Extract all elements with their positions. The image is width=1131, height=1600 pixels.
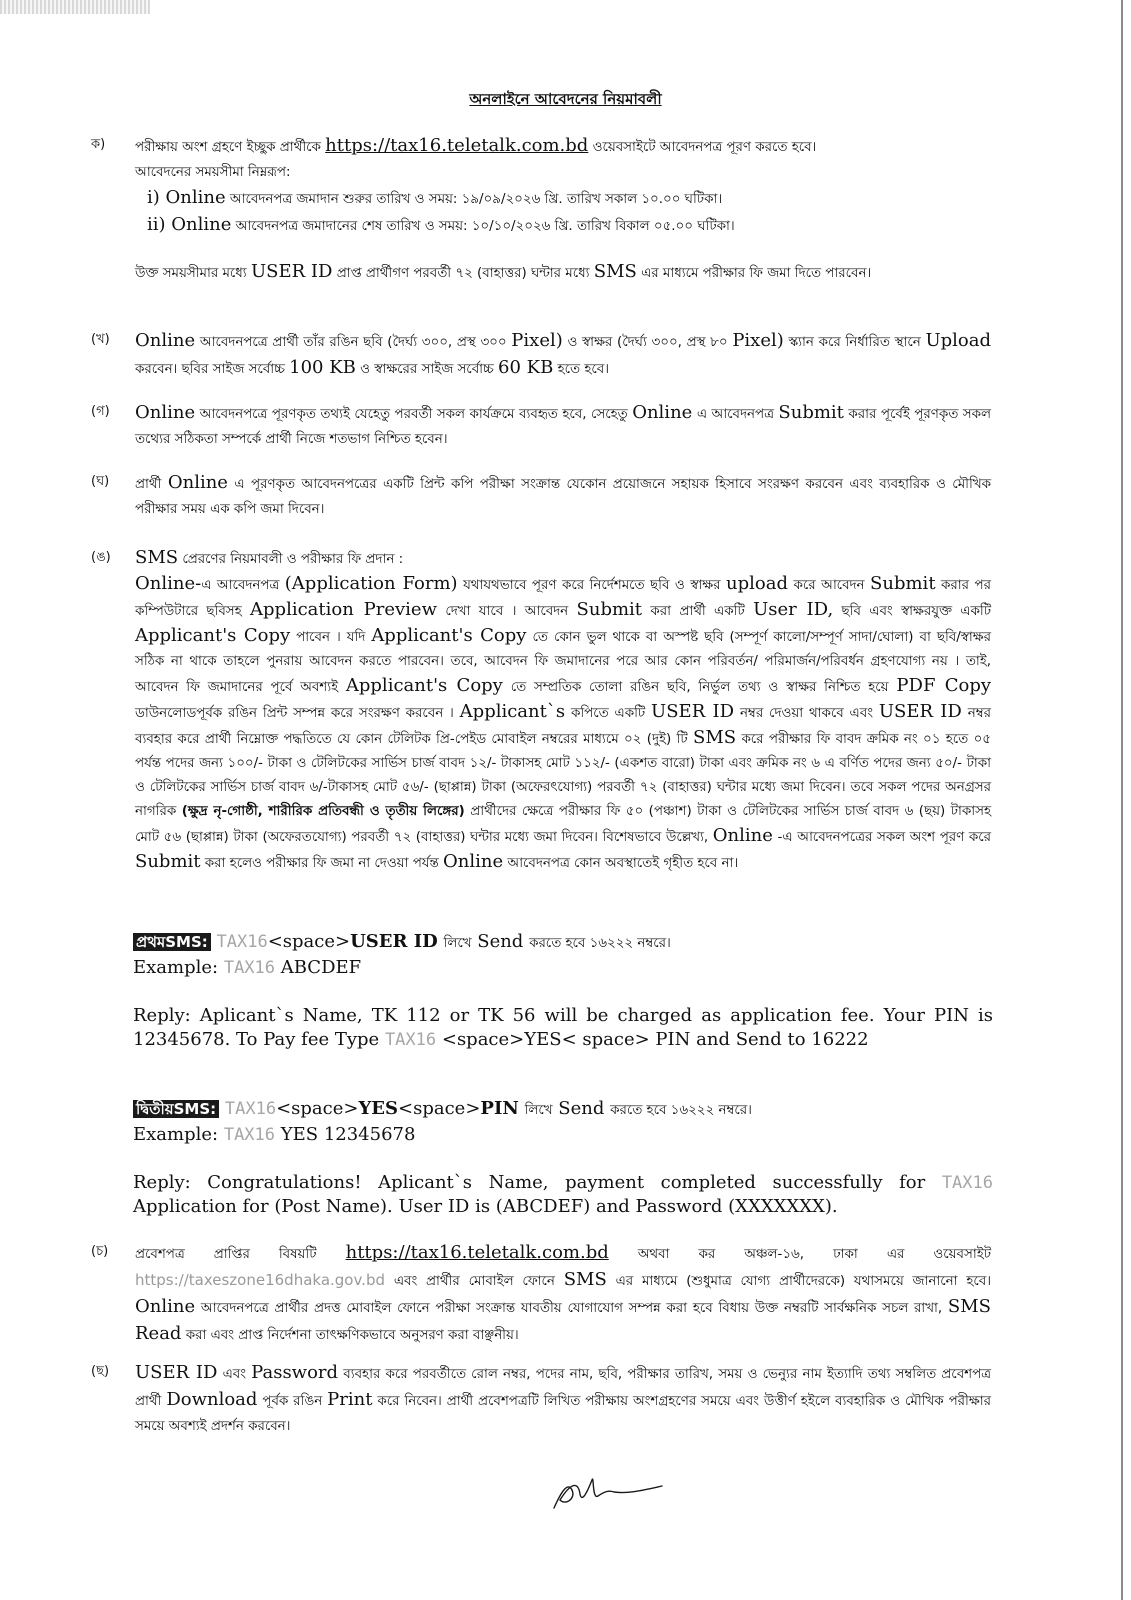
taxes-zone-url-link[interactable]: https://taxeszone16dhaka.gov.bd: [135, 1271, 385, 1289]
first-sms-tag: প্রথমSMS:: [133, 933, 211, 951]
scan-artifact: [0, 0, 150, 14]
page-title: অনলাইনে আবেদনের নিয়মাবলী: [469, 90, 662, 108]
section-kha: (খ) Online আবেদনপত্রে প্রার্থী তাঁর রঙিন ছবি (দৈর্ঘ্য ৩০০, প্রস্থ ৩০০ Pixel) ও স্বাক্ষর (দৈর্ঘ্য ৩০০, প্রস্থ ৮০ Pixel) স্ক্যান করে নির্ধারিত স্থানে Upload করবেন। ছবির সাইজ সর্বোচ্চ 100 KB ও স্বাক্ষরের সাইজ সর্বোচ্চ 60 KB হতে হবে।: [91, 330, 991, 378]
section-label: (খ): [91, 332, 110, 347]
second-sms-tag: দ্বিতীয়SMS:: [133, 1100, 219, 1118]
first-sms-block: প্রথমSMS: TAX16<space>USER ID লিখে Send করতে হবে ১৬২২২ নম্বরে। Example: TAX16 ABCDEF Reply: Aplicant`s Name, TK 112 or TK 56 will be charged as application fee. Your PIN is 12345678. To Pay fee Type TAX16 <space>YES< space> PIN and Send to 16222: [133, 931, 993, 1050]
section-label: (গ): [91, 404, 110, 419]
section-label: (ছ): [91, 1364, 110, 1379]
section-ka: ক) পরীক্ষায় অংশ গ্রহণে ইচ্ছুক প্রার্থীকে https://tax16.teletalk.com.bd ওয়েবসাইটে আবেদনপত্র পূরণ করতে হবে। আবেদনের সময়সীমা নিম্নরূপ: i) Online আবেদনপত্র জমাদান শুরুর তারিখ ও সময়: ১৯/০৯/২০২৬ খ্রি. তারিখ সকাল ১০.০০ ঘটিকা। ii) Online আবেদনপত্র জমাদানের শেষ তারিখ ও সময়: ১০/১০/২০২৬ খ্রি. তারিখ বিকাল ০৫.০০ ঘটিকা। উক্ত সময়সীমার মধ্যে USER ID প্রাপ্ত প্রার্থীগণ পরবর্তী ৭২ (বাহাত্তর) ঘন্টার মধ্যে SMS এর মাধ্যমে পরীক্ষার ফি জমা দিতে পারবেন।: [91, 135, 872, 282]
section-gha: (ঘ) প্রার্থী Online এ পূরণকৃত আবেদনপত্রের একটি প্রিন্ট কপি পরীক্ষা সংক্রান্ত যেকোন প্রয়োজনে সহায়ক হিসাবে সংরক্ষণ করবেন এবং ব্যবহারিক ও মৌখিক পরীক্ষার সময় এক কপি জমা দিবেন।: [91, 472, 991, 517]
section-ga: (গ) Online আবেদনপত্রে পূরণকৃত তথ্যই যেহেতু পরবর্তী সকল কার্যক্রমে ব্যবহৃত হবে, সেহেতু Online এ আবেদনপত্র Submit করার পূর্বেই পূরণকৃত সকল তথ্যের সঠিকতা সম্পর্কে প্রার্থী নিজে শতভাগ নিশ্চিত হবেন।: [91, 402, 991, 447]
section-label: (ঙ): [91, 550, 111, 565]
section-label: (ঘ): [91, 474, 110, 489]
signature-icon: [548, 1460, 668, 1520]
section-chha: (ছ) USER ID এবং Password ব্যবহার করে পরবর্তীতে রোল নম্বর, পদের নাম, ছবি, পরীক্ষার তারিখ, সময় ও ভেন্যুর নাম ইত্যাদি তথ্য সম্বলিত প্রবেশপত্র প্রার্থী Download পূর্বক রঙিন Print করে নিবেন। প্রার্থী প্রবেশপত্রটি লিখিত পরীক্ষায় অংশগ্রহণের সময়ে এবং উত্তীর্ণ হইলে ব্যবহারিক ও মৌখিক পরীক্ষার সময়ে অবশ্যই প্রদর্শন করবেন।: [91, 1362, 991, 1434]
section-label: (চ): [91, 1244, 109, 1259]
scan-edge-line: [1121, 0, 1123, 1600]
application-url-link[interactable]: https://tax16.teletalk.com.bd: [325, 135, 589, 156]
admit-card-url-link[interactable]: https://tax16.teletalk.com.bd: [345, 1242, 609, 1263]
section-cha: (চ) প্রবেশপত্র প্রাপ্তির বিষয়টি https://tax16.teletalk.com.bd অথবা কর অঞ্চল-১৬, ঢাকা এর ওয়েবসাইট https://taxeszone16dhaka.gov.bd এবং প্রার্থীর মোবাইল ফোনে SMS এর মাধ্যমে (শুধুমাত্র যোগ্য প্রার্থীদেরকে) যথাসময়ে জানানো হবে। Online আবেদনপত্রে প্রার্থীর প্রদত্ত মোবাইল ফোনে পরীক্ষা সংক্রান্ত যাবতীয় যোগাযোগ সম্পন্ন করা হবে বিধায় উক্ত নম্বরটি সার্বক্ষনিক সচল রাখা, SMS Read করা এবং প্রাপ্ত নির্দেশনা তাৎক্ষণিকভাবে অনুসরণ করা বাঞ্ছনীয়।: [91, 1242, 991, 1344]
second-sms-block: দ্বিতীয়SMS: TAX16<space>YES<space>PIN লিখে Send করতে হবে ১৬২২২ নম্বরে। Example: TAX16 YES 12345678 Reply: Congratulations! Aplicant`s Name, payment completed successfully for TAX16 Application for (Post Name). User ID is (ABCDEF) and Password (XXXXXXX).: [133, 1098, 993, 1217]
section-label: ক): [91, 137, 106, 152]
section-nga: (ঙ) SMS প্রেরণের নিয়মাবলী ও পরীক্ষার ফি প্রদান : Online-এ আবেদনপত্র (Application Form) যথাযথভাবে পূরণ করে নির্দেশমতে ছবি ও স্বাক্ষর upload করে আবেদন Submit করার পর কম্পিউটারে ছবিসহ Application Preview দেখা যাবে । আবেদন Submit করা প্রার্থী একটি User ID, ছবি এবং স্বাক্ষরযুক্ত একটি Applicant's Copy পাবেন । যদি Applicant's Copy তে কোন ভুল থাকে বা অস্পষ্ট ছবি (সম্পূর্ণ কালো/সম্পূর্ণ সাদা/ঘোলা) বা ছবি/স্বাক্ষর সঠিক না থাকে তাহলে পুনরায় আবেদন করতে পারবেন। তবে, আবেদন ফি জমাদানের পরে আর কোন পরিবর্তন/ পরিমার্জন/পরিবর্ধন গ্রহণযোগ্য নয় । তাই, আবেদন ফি জমাদানের পূর্বে অবশ্যই Applicant's Copy তে সম্প্রতিক তোলা রঙিন ছবি, নির্ভুল তথ্য ও স্বাক্ষর নিশ্চিত হয়ে PDF Copy ডাউনলোডপূর্বক রঙিন প্রিন্ট সম্পন্ন করে সংরক্ষণ করবেন । Applicant`s কপিতে একটি USER ID নম্বর দেওয়া থাকবে এবং USER ID নম্বর ব্যবহার করে প্রার্থী নিম্নোক্ত পদ্ধতিতে যে কোন টেলিটক প্রি-পেইড মোবাইল নম্বরের মাধ্যমে ০২ (দুই) টি SMS করে পরীক্ষার ফি বাবদ ক্রমিক নং ০১ হতে ০৫ পর্যন্ত পদের জন্য ১০০/- টাকা ও টেলিটকের সার্ভিস চার্জ বাবদ ১২/- টাকাসহ মোট ১১২/- (একশত বারো) টাকা এবং ক্রমিক নং ৬ এ বর্ণিত পদের জন্য ৫০/- টাকা ও টেলিটকের সার্ভিস চার্জ বাবদ ৬/-টাকাসহ মোট ৫৬/- (ছাপ্পান্ন) টাকা (অফেরৎযোগ্য) পরবর্তী ৭২ (বাহাত্তর) ঘন্টার মধ্যে জমা দিবেন। তবে সকল পদের অনগ্রসর নাগরিক (ক্ষুদ্র নৃ-গোষ্ঠী, শারীরিক প্রতিবন্ধী ও তৃতীয় লিঙ্গের) প্রার্থীদের ক্ষেত্রে পরীক্ষার ফি ৫০ (পঞ্চাশ) টাকা ও টেলিটকের সার্ভিস চার্জ বাবদ ৬ (ছয়) টাকাসহ মোট ৫৬ (ছাপ্পান্ন) টাকা (অফেরতযোগ্য) পরবর্তী ৭২ (বাহাত্তর) ঘন্টার মধ্যে জমা দিবেন। বিশেষভাবে উল্লেখ্য, Online -এ আবেদনপত্রের সকল অংশ পূরণ করে Submit করা হলেও পরীক্ষার ফি জমা না দেওয়া পর্যন্ত Online আবেদনপত্র কোন অবস্থাতেই গৃহীত হবে না।: [91, 547, 992, 872]
